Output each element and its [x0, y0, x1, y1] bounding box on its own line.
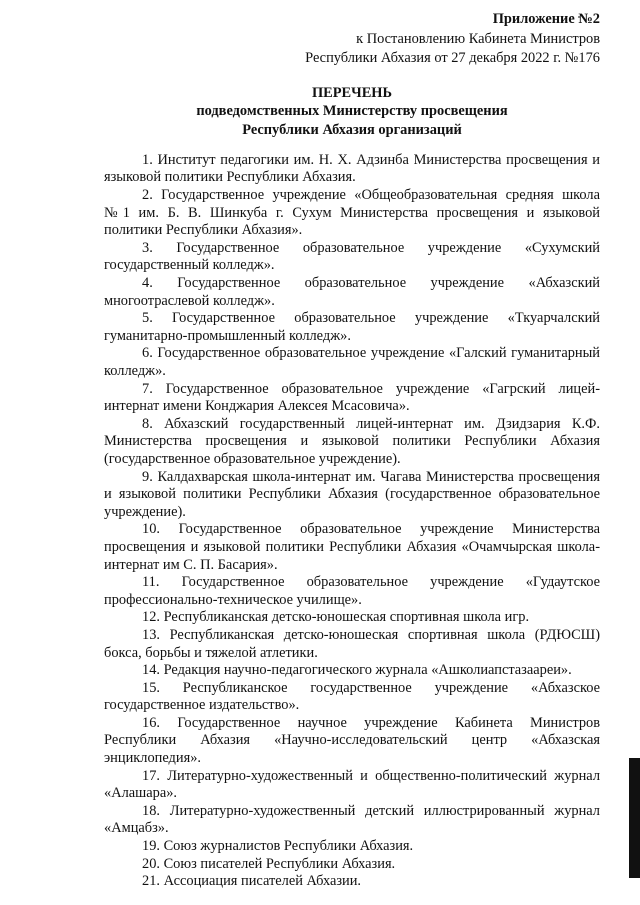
list-item: 4. Государственное образовательное учреждение «Абхазский многоотраслевой колледж».: [104, 275, 600, 309]
annex-line-2: Республики Абхазия от 27 декабря 2022 г. №176: [305, 50, 600, 66]
scan-edge-bar: [629, 758, 640, 878]
list-item: 5. Государственное образовательное учреждение «Ткуарчалский гуманитарно-промышленный колледж».: [104, 310, 600, 344]
list-item: 13. Республиканская детско-юношеская спортивная школа (РДЮСШ) бокса, борьбы и тяжелой атлетики.: [104, 626, 600, 661]
heading-line-1: ПЕРЕЧЕНЬ: [311, 84, 393, 101]
list-item: 18. Литературно-художественный детский иллюстрированный журнал «Амцабз».: [104, 802, 600, 837]
list-item: 2. Государственное учреждение «Общеобразовательная средняя школа №1 им. Б. В. Шинкуба г. Сухум Министерства просвещения и языковой политики Республики Абхазия».: [104, 187, 600, 239]
list-item: 6. Государственное образовательное учреждение «Галский гуманитарный колледж».: [104, 345, 600, 380]
list-item: 11. Государственное образовательное учреждение «Гудаутское профессионально-техническое училище».: [104, 574, 600, 608]
list-item: 15. Республиканское государственное учреждение «Абхазское государственное издательство».: [104, 679, 600, 714]
list-item: 8. Абхазский государственный лицей-интернат им. Дзидзария К.Ф. Министерства просвещения и языковой политики Республики Абхазия (государственное образовательное учреждение).: [104, 415, 600, 467]
list-item: 1. Институт педагогики им. Н. Х. Адзинба Министерства просвещения и языковой политики Республики Абхазия.: [104, 151, 600, 186]
list-item: 14. Редакция научно-педагогического журнала «Ашколиапстазаареи».: [142, 662, 572, 679]
list-item: 12. Республиканская детско-юношеская спортивная школа игр.: [142, 609, 530, 626]
list-item: 10. Государственное образовательное учреждение Министерства просвещения и языковой политики Республики Абхазия «Очамчырская школа-интернат им С. П. Басария».: [104, 521, 600, 573]
list-item: 17. Литературно-художественный и общественно-политический журнал «Алашара».: [104, 767, 600, 802]
list-item: 16. Государственное научное учреждение Кабинета Министров Республики Абхазия «Научно-исследовательский центр «Абхазская энциклопедия».: [104, 714, 600, 767]
document-page: [104, 10, 600, 891]
heading-line-3: Республики Абхазия организаций: [242, 122, 462, 139]
heading-line-2: подведомственных Министерству просвещения: [196, 103, 508, 120]
annex-block: [104, 10, 600, 69]
annex-title: Приложение №2: [492, 11, 600, 27]
list-item: 20. Союз писателей Республики Абхазия.: [142, 855, 396, 872]
annex-line-1: к Постановлению Кабинета Министров: [356, 30, 600, 47]
organization-list: [104, 152, 600, 891]
list-item: 9. Калдахварская школа-интернат им. Чагава Министерства просвещения и языковой политики Республики Абхазия (государственное образовательное учреждение).: [104, 468, 600, 520]
document-heading: [104, 84, 600, 140]
list-item: 19. Союз журналистов Республики Абхазия.: [142, 838, 414, 855]
list-item: 3. Государственное образовательное учреждение «Сухумский государственный колледж».: [104, 239, 600, 274]
list-item: 7. Государственное образовательное учреждение «Гагрский лицей-интернат имени Конджария Алексея Мсасовича».: [104, 380, 600, 415]
list-item: 21. Ассоциация писателей Абхазии.: [142, 873, 362, 890]
